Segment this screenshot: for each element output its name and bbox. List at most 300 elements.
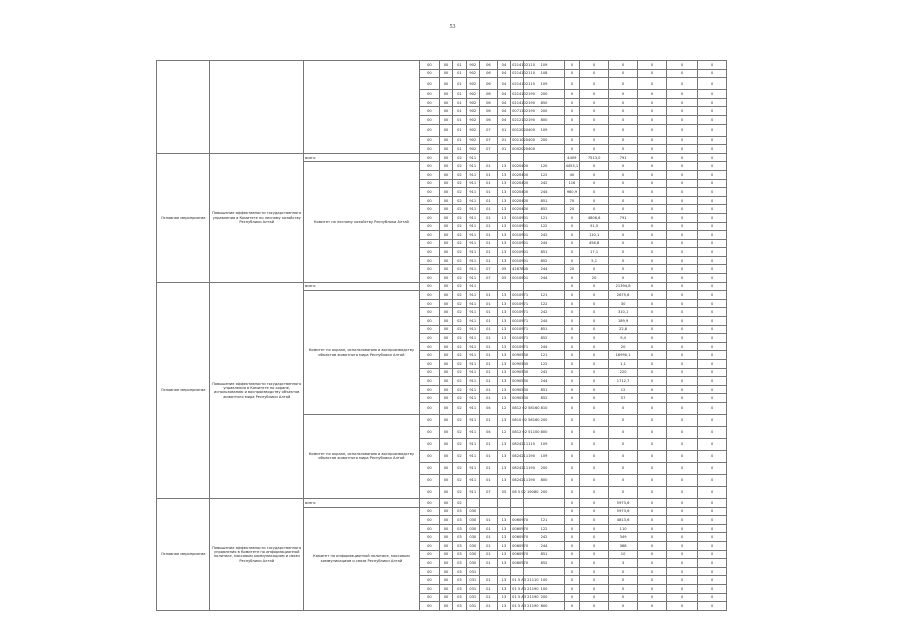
data-cell: 0 (609, 256, 638, 265)
data-cell: 0 (698, 317, 727, 326)
data-cell: 911 (466, 299, 479, 308)
data-cell: 189,9 (609, 317, 638, 326)
data-cell: 02 (453, 222, 466, 231)
data-cell: 244 (524, 274, 564, 283)
data-cell: 0 (667, 351, 698, 360)
data-cell: 0 (638, 239, 667, 248)
data-cell: 0020400 (511, 196, 524, 205)
data-cell: 0060970 (511, 533, 524, 542)
data-cell: 00 (419, 274, 439, 283)
data-cell: 0 (580, 136, 609, 145)
data-cell: 0 (580, 507, 609, 516)
data-cell: 031 (466, 593, 479, 602)
data-cell: 01 (453, 107, 466, 116)
data-cell: 0 (667, 115, 698, 124)
data-cell: 0 (638, 474, 667, 486)
data-cell: 00 (439, 602, 452, 611)
data-cell: 0 (698, 205, 727, 214)
data-cell: 03 (453, 533, 466, 542)
data-cell: 0 (564, 98, 580, 107)
data-cell: 00 (439, 498, 452, 507)
data-cell: 242 (524, 179, 564, 188)
data-cell: 70 (564, 196, 580, 205)
data-cell: 0 (638, 334, 667, 343)
data-cell: 13 (497, 334, 510, 343)
data-cell: 00 (439, 61, 452, 70)
data-cell: 0020400 (511, 162, 524, 171)
data-cell: 911 (466, 222, 479, 231)
data-cell: 0 (698, 498, 727, 507)
data-cell: 00 (419, 213, 439, 222)
data-cell: 00 (419, 541, 439, 550)
page-number: 53 (449, 24, 456, 30)
data-cell: 0090530 (511, 385, 524, 394)
data-cell: 030 (466, 533, 479, 542)
data-cell: 0 (564, 533, 580, 542)
data-cell: 0 (698, 299, 727, 308)
data-cell: 0 (667, 205, 698, 214)
data-cell: 0 (698, 98, 727, 107)
data-cell: 0 (667, 438, 698, 450)
data-cell: 01 (479, 256, 497, 265)
data-cell: 00 (419, 524, 439, 533)
data-cell: 0214102190 (511, 90, 524, 99)
data-cell: 200 (524, 136, 564, 145)
data-cell: 0 (698, 61, 727, 70)
data-cell: 02 (453, 248, 466, 257)
data-cell: 911 (466, 377, 479, 386)
data-cell: 0 (580, 308, 609, 317)
data-cell: 0 (580, 188, 609, 197)
data-cell (479, 153, 497, 162)
data-cell: 13 (497, 308, 510, 317)
data-cell: 06 (479, 90, 497, 99)
data-cell (497, 567, 510, 576)
data-cell: 911 (466, 385, 479, 394)
data-cell: 00 (419, 486, 439, 498)
data-cell: 0 (638, 576, 667, 585)
data-cell: 0 (667, 516, 698, 525)
data-cell: 0 (698, 222, 727, 231)
data-cell: 0 (698, 107, 727, 116)
data-cell: 0 (667, 394, 698, 403)
data-cell: 00 (419, 593, 439, 602)
data-cell: 13 (497, 550, 510, 559)
data-cell: 00 (419, 317, 439, 326)
data-cell: 02 (453, 231, 466, 240)
data-cell: 0 (698, 426, 727, 438)
data-cell: 13 (497, 533, 510, 542)
data-cell: 4813,6 (609, 516, 638, 525)
data-cell: 030 (466, 550, 479, 559)
data-cell: 0 (564, 498, 580, 507)
data-cell: 13 (497, 516, 510, 525)
data-cell: 0 (564, 239, 580, 248)
data-cell: 00 (439, 69, 452, 78)
data-cell: 0 (698, 584, 727, 593)
data-cell: 00 (419, 576, 439, 585)
data-cell: 0 (638, 524, 667, 533)
data-cell: 0 (609, 239, 638, 248)
data-cell: 242 (524, 368, 564, 377)
data-cell: 0 (564, 90, 580, 99)
data-cell: 00 (419, 162, 439, 171)
row-type-cell: Основное мероприятие (157, 498, 210, 610)
data-cell: 02 (453, 394, 466, 403)
data-cell: 911 (466, 308, 479, 317)
data-cell: 911 (466, 474, 479, 486)
data-cell: 0010971 (511, 334, 524, 343)
data-cell: 0 (609, 462, 638, 474)
data-cell: 01 5 A3 21190 (511, 584, 524, 593)
data-cell: 01 (479, 414, 497, 426)
data-cell: 0 (609, 584, 638, 593)
data-cell (524, 498, 564, 507)
data-cell (466, 498, 479, 507)
data-cell: 244 (524, 317, 564, 326)
total-label-cell: всего (304, 282, 420, 291)
data-cell: 902 (466, 78, 479, 90)
data-cell: 800 (524, 426, 564, 438)
data-cell: 911 (466, 282, 479, 291)
data-cell: 0012020400 (511, 124, 524, 136)
data-cell: 030 (466, 541, 479, 550)
data-cell: 0 (564, 541, 580, 550)
data-cell: 13 (497, 179, 510, 188)
data-cell: 0214102110 (511, 69, 524, 78)
data-cell: 0020400 (511, 188, 524, 197)
data-cell: 0 (580, 360, 609, 369)
data-cell: 05 (497, 265, 510, 274)
data-cell: 0 (667, 385, 698, 394)
data-cell: 0 (564, 342, 580, 351)
data-cell: 0 (609, 205, 638, 214)
data-cell: 01 (479, 170, 497, 179)
data-cell: 07 (479, 265, 497, 274)
data-cell: 00 (439, 541, 452, 550)
data-cell: 0 (580, 145, 609, 154)
data-cell: 791 (609, 213, 638, 222)
data-cell: 0812 02 58160 (511, 402, 524, 414)
data-cell: 0 (564, 507, 580, 516)
data-cell: 00 (419, 498, 439, 507)
data-cell: 01 (479, 584, 497, 593)
data-cell: 121 (524, 516, 564, 525)
data-cell: 21394,8 (609, 282, 638, 291)
data-cell: 0 (580, 533, 609, 542)
data-cell: 4287800 (511, 265, 524, 274)
data-cell: 0 (698, 282, 727, 291)
data-cell: 00 (439, 533, 452, 542)
data-cell: 3 (609, 559, 638, 568)
data-cell: 0002020400 (511, 145, 524, 154)
data-cell: 00 (419, 308, 439, 317)
data-cell: 0 (564, 559, 580, 568)
data-cell: 852 (524, 559, 564, 568)
data-cell: 0 (667, 61, 698, 70)
data-cell: 911 (466, 162, 479, 171)
data-cell: 0 (667, 377, 698, 386)
data-cell: 0 (667, 90, 698, 99)
data-cell: 911 (466, 317, 479, 326)
data-cell: 13 (497, 351, 510, 360)
data-cell (497, 507, 510, 516)
data-cell: 200 (524, 414, 564, 426)
data-cell: 01 (479, 377, 497, 386)
data-cell: 0 (698, 291, 727, 300)
data-cell: 0 (609, 274, 638, 283)
data-cell: 0 (564, 474, 580, 486)
table-body (157, 61, 754, 611)
data-cell: 01 (479, 342, 497, 351)
row-type-cell: Основное мероприятие (157, 153, 210, 282)
data-cell: 00 (439, 486, 452, 498)
data-cell: 13 (497, 414, 510, 426)
data-cell: 0 (609, 61, 638, 70)
data-cell: 911 (466, 334, 479, 343)
data-cell: 00 (419, 559, 439, 568)
data-cell: 00 (419, 426, 439, 438)
data-cell: 0 (667, 153, 698, 162)
data-cell (511, 498, 524, 507)
data-cell: 0 (698, 438, 727, 450)
data-cell: 02 (453, 282, 466, 291)
data-cell: 0 (667, 559, 698, 568)
data-cell: 13 (497, 524, 510, 533)
data-cell: 00 (439, 145, 452, 154)
data-cell: 0 (667, 486, 698, 498)
data-cell: 108 (524, 69, 564, 78)
data-cell: 00 (439, 282, 452, 291)
data-cell: 902 (466, 145, 479, 154)
data-cell: 0 (638, 98, 667, 107)
data-cell: 0 (609, 231, 638, 240)
program-name-cell (210, 61, 304, 154)
data-cell: 06 (479, 107, 497, 116)
data-cell: 02 (453, 162, 466, 171)
data-cell: 00 (439, 426, 452, 438)
data-cell: 0 (667, 325, 698, 334)
data-cell: 0 (638, 69, 667, 78)
data-cell (479, 498, 497, 507)
data-cell: 0 (564, 438, 580, 450)
data-cell: 0 (609, 188, 638, 197)
data-cell: 02 (453, 291, 466, 300)
data-cell: 5973,6 (609, 498, 638, 507)
data-cell: 0 (609, 576, 638, 585)
data-cell: 0 (667, 231, 698, 240)
total-label-cell: всего (304, 153, 420, 162)
data-cell: 0 (564, 360, 580, 369)
data-cell: 0 (638, 462, 667, 474)
data-cell: 01 (479, 325, 497, 334)
data-cell: 0 (638, 153, 667, 162)
data-cell: 0 (667, 602, 698, 611)
data-cell: 0 (698, 124, 727, 136)
data-cell: 0090530 (511, 360, 524, 369)
data-cell: 911 (466, 256, 479, 265)
data-cell: 00 (419, 334, 439, 343)
data-cell: 01 (479, 317, 497, 326)
data-cell: 16990,1 (609, 351, 638, 360)
data-cell: 01 (497, 145, 510, 154)
data-cell: 0 (638, 450, 667, 462)
data-cell: 0 (638, 351, 667, 360)
data-cell: 13 (497, 377, 510, 386)
data-cell: 200 (524, 593, 564, 602)
data-cell: 0 (564, 576, 580, 585)
data-cell: 0 (564, 291, 580, 300)
table-row (157, 498, 754, 507)
data-cell: 13 (497, 170, 510, 179)
data-cell: 0 (580, 524, 609, 533)
data-cell: 0 (580, 450, 609, 462)
data-cell: 0 (698, 593, 727, 602)
data-cell: 00 (439, 222, 452, 231)
data-cell: 02 (453, 414, 466, 426)
data-cell: 00 (419, 474, 439, 486)
data-cell: 0010901 (511, 231, 524, 240)
data-cell: 01 (479, 533, 497, 542)
data-cell: 02 (453, 274, 466, 283)
data-cell: 0214102110 (511, 78, 524, 90)
data-cell: 00 (419, 107, 439, 116)
data-cell: 911 (466, 414, 479, 426)
data-cell: 13 (497, 256, 510, 265)
data-cell: 0 (638, 179, 667, 188)
data-cell: 911 (466, 325, 479, 334)
data-cell: 0 (609, 170, 638, 179)
data-cell: 0 (698, 115, 727, 124)
data-cell: 07 (479, 124, 497, 136)
data-cell: 0 (638, 265, 667, 274)
data-cell: 456,8 (580, 239, 609, 248)
data-cell: 01 (479, 231, 497, 240)
data-cell: 01 (479, 239, 497, 248)
data-cell: 0 (609, 426, 638, 438)
data-cell: 13 (497, 602, 510, 611)
data-cell: 0 (638, 248, 667, 257)
data-cell: 0 (698, 196, 727, 205)
data-cell: 0 (580, 98, 609, 107)
data-cell: 02 (453, 196, 466, 205)
budget-table (156, 60, 754, 611)
data-cell: 0 (580, 205, 609, 214)
data-cell: 01 (479, 593, 497, 602)
data-cell: 0 (609, 90, 638, 99)
data-cell: 03 (453, 593, 466, 602)
data-cell: 0060970 (511, 550, 524, 559)
executor-cell (304, 61, 420, 154)
data-cell: 00 (439, 450, 452, 462)
data-cell: 03 (453, 550, 466, 559)
data-cell: 200 (524, 90, 564, 99)
data-cell: 0 (667, 308, 698, 317)
data-cell: 0090530 (511, 351, 524, 360)
data-cell: 00 (419, 325, 439, 334)
data-cell: 0 (667, 196, 698, 205)
data-cell: 0812 02 51100 (511, 426, 524, 438)
data-cell: 03 (453, 584, 466, 593)
data-cell: 40 (564, 170, 580, 179)
data-cell: 0 (638, 107, 667, 116)
data-cell (511, 567, 524, 576)
data-cell: 0 (564, 274, 580, 283)
data-cell: 01 (479, 248, 497, 257)
data-cell: 0 (638, 368, 667, 377)
data-cell: 0 (580, 334, 609, 343)
data-cell: 109 (524, 61, 564, 70)
data-cell: 0071102190 (511, 107, 524, 116)
data-cell: 0 (580, 291, 609, 300)
data-cell: 0 (564, 78, 580, 90)
data-cell: 02 (453, 462, 466, 474)
data-cell: 01 (453, 124, 466, 136)
data-cell: 13 (497, 231, 510, 240)
data-cell: 244 (524, 377, 564, 386)
data-cell: 00 (419, 368, 439, 377)
data-cell: 00 (439, 507, 452, 516)
data-cell: 030 (466, 559, 479, 568)
data-cell: 01 (479, 559, 497, 568)
data-cell: 0 (667, 426, 698, 438)
data-cell: 911 (466, 265, 479, 274)
data-cell: 0 (609, 248, 638, 257)
data-cell: 791 (609, 153, 638, 162)
data-cell: 911 (466, 368, 479, 377)
data-cell: 0 (564, 334, 580, 343)
data-cell: 00 (419, 69, 439, 78)
data-cell: 00 (419, 299, 439, 308)
data-cell: 01 (479, 196, 497, 205)
data-cell: 310,1 (609, 308, 638, 317)
data-cell: 13 (497, 196, 510, 205)
data-cell: 02 (453, 256, 466, 265)
total-label-cell: всего (304, 498, 420, 507)
data-cell: 13 (497, 584, 510, 593)
data-cell: 13 (497, 162, 510, 171)
data-cell: 0 (698, 78, 727, 90)
data-cell: 800 (524, 474, 564, 486)
data-cell: 0 (638, 162, 667, 171)
data-cell: 01 5 A3 21190 (511, 602, 524, 611)
data-cell (524, 153, 564, 162)
data-cell: 0 (564, 450, 580, 462)
data-cell: 0 (667, 256, 698, 265)
data-cell: 0 (667, 213, 698, 222)
data-cell: 200 (524, 107, 564, 116)
data-cell: 0 (667, 450, 698, 462)
data-cell: 0 (698, 351, 727, 360)
data-cell: 0 (580, 498, 609, 507)
data-cell: 0 (609, 78, 638, 90)
data-cell (524, 567, 564, 576)
data-cell: 0 (698, 533, 727, 542)
data-cell: 0 (638, 196, 667, 205)
data-cell: 0 (609, 450, 638, 462)
data-cell: 00 (419, 115, 439, 124)
data-cell: 0 (638, 188, 667, 197)
data-cell: 01 (479, 541, 497, 550)
data-cell: 0 (580, 124, 609, 136)
data-cell: 0 (698, 170, 727, 179)
data-cell: 0010901 (511, 256, 524, 265)
data-cell: 02 (453, 368, 466, 377)
data-cell: 0 (698, 136, 727, 145)
data-cell: 0010901 (511, 248, 524, 257)
data-cell: 0 (609, 107, 638, 116)
data-cell: 0 (638, 602, 667, 611)
